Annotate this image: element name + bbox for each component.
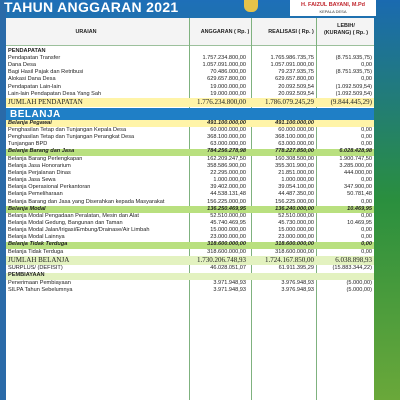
realisasi-value: 1.057.091.000,00: [270, 62, 314, 69]
anggaran-value: 39.402.000,00: [210, 184, 246, 191]
anggaran-value: 318.600.000,00: [207, 241, 246, 248]
anggaran-value: 44.538.131,48: [210, 191, 246, 198]
col-header-lebih-1: LEBIH/: [337, 23, 355, 29]
col-header-lebih-2: (KURANG) ( Rp. ): [323, 30, 368, 36]
selisih-value: 10.469,95: [347, 219, 372, 226]
realisasi-value: 160.308.500,00: [275, 155, 314, 162]
anggaran-value: 19.000.000,00: [210, 83, 246, 90]
row-label: Penghasilan Tetap dan Tunjangan Kepala Desa: [8, 127, 127, 133]
realisasi-value: 318.600.000,00: [275, 248, 314, 255]
selisih-value: (8.751.935,75): [335, 69, 372, 76]
anggaran-value: 63.000.000,00: [210, 141, 246, 148]
total-pendapatan-desc: JUMLAH PENDAPATAN: [8, 98, 83, 107]
row-label: Belanja Pemeliharaan: [8, 191, 63, 198]
row-label: Belanja Jasa Honorarium: [8, 162, 71, 169]
realisasi-value: 20.092.509,54: [278, 83, 314, 90]
selisih-value: 0,00: [361, 62, 372, 69]
row-label: Belanja Modal: [8, 205, 46, 212]
anggaran-value: 1.000.000,00: [213, 177, 246, 184]
selisih-value: (8.751.935,75): [335, 54, 372, 61]
selisih-value: 444.000,00: [344, 169, 372, 176]
col-header-anggaran: ANGGARAN ( Rp. ): [200, 29, 250, 35]
realisasi-value: 45.730.000,00: [278, 219, 314, 226]
row-label: Belanja Tidak Terduga: [8, 241, 68, 248]
realisasi-value: 63.000.000,00: [278, 141, 314, 148]
row-label: Belanja Operasional Perkantoran: [8, 184, 91, 191]
realisasi-value: 136.240.000,00: [275, 205, 314, 212]
selisih-value: 50.781,48: [347, 191, 372, 198]
selisih-value: 0,00: [361, 248, 372, 255]
total-pendapatan-leb: (9.844.445,29): [330, 98, 372, 107]
selisih-value: 0,00: [361, 141, 372, 148]
pembiayaan-band: [6, 273, 374, 280]
realisasi-value: 21.851.000,00: [278, 169, 314, 176]
row-label: Belanja Pegawai: [8, 119, 52, 126]
anggaran-value: 491.100.000,00: [207, 119, 246, 126]
selisih-value: 0,00: [361, 76, 372, 83]
row-label: Belanja Tidak Terduga: [8, 248, 64, 255]
selisih-value: (5.000,00): [346, 286, 372, 293]
section-belanja: BELANJA: [10, 108, 61, 120]
selisih-value: 0,00: [361, 127, 372, 133]
realisasi-value: 60.000.000,00: [278, 127, 314, 133]
realisasi-value: 355.301.900,00: [275, 162, 314, 169]
anggaran-value: 1.757.234.800,00: [202, 54, 246, 61]
selisih-value: 6.028.428,98: [339, 148, 372, 155]
anggaran-value: 19.000.000,00: [210, 90, 246, 97]
total-pendapatan-rea: 1.786.079.245,29: [265, 98, 314, 107]
row-label: Belanja Modal Jalan/Irigasi/Embung/Drainase/Air Limbah: [8, 227, 150, 234]
realisasi-value: 318.600.000,00: [275, 241, 314, 248]
row-label: Lain-lain Pendapatan Desa Yang Sah: [8, 90, 102, 97]
realisasi-value: 15.000.000,00: [278, 227, 314, 234]
selisih-value: (1.092.509,54): [335, 83, 372, 90]
selisih-value: 0,00: [361, 134, 372, 141]
selisih-value: 347.900,00: [344, 184, 372, 191]
selisih-value: (15.883.344,22): [332, 265, 372, 272]
anggaran-value: 162.209.247,50: [207, 155, 246, 162]
row-label: Penerimaan Pembiayaan: [8, 279, 71, 286]
anggaran-value: 52.510.000,00: [210, 212, 246, 219]
realisasi-value: 156.225.000,00: [275, 198, 314, 205]
signature-box: [290, 0, 376, 16]
anggaran-value: 358.586.900,00: [207, 162, 246, 169]
emblem-icon: [244, 0, 258, 12]
row-label: Tunjangan BPD: [8, 141, 48, 148]
section-title: PEMBIAYAAN: [8, 272, 45, 279]
row-label: Belanja Barang dan Jasa: [8, 148, 75, 155]
anggaran-value: 3.971.948,93: [213, 286, 246, 293]
row-label: Belanja Perjalanan Dinas: [8, 169, 71, 176]
section-title: PENDAPATAN: [8, 47, 46, 54]
anggaran-value: 46.028.051,07: [210, 265, 246, 272]
selisih-value: 0,00: [361, 198, 372, 205]
realisasi-value: 79.237.935,75: [278, 69, 314, 76]
realisasi-value: 44.487.350,00: [278, 191, 314, 198]
realisasi-value: 20.092.509,54: [278, 90, 314, 97]
total-belanja-leb: 6.038.898,93: [335, 255, 372, 264]
anggaran-value: 45.740.469,95: [210, 219, 246, 226]
anggaran-value: 60.000.000,00: [210, 127, 246, 133]
row-label: Alokasi Dana Desa: [8, 76, 56, 83]
anggaran-value: 22.295.000,00: [210, 169, 246, 176]
selisih-value: 0,00: [361, 212, 372, 219]
realisasi-value: 1.000.000,00: [281, 177, 314, 184]
selisih-value: (1.092.509,54): [335, 90, 372, 97]
row-label: Dana Desa: [8, 62, 36, 69]
realisasi-value: 39.054.100,00: [278, 184, 314, 191]
total-pendapatan-ang: 1.776.234.800,00: [197, 98, 246, 107]
realisasi-value: 368.100.000,00: [275, 134, 314, 141]
row-label: Belanja Modal Pengadaan Peralatan, Mesin dan Alat: [8, 212, 139, 219]
anggaran-value: 15.000.000,00: [210, 227, 246, 234]
row-label: Belanja Barang Perlengkapan: [8, 155, 83, 162]
row-label: SURPLUS/ (DEFISIT): [8, 265, 63, 272]
realisasi-value: 61.911.395,29: [278, 265, 314, 272]
anggaran-value: 3.971.948,93: [213, 279, 246, 286]
realisasi-value: 491.100.000,00: [275, 119, 314, 126]
selisih-value: 3.285.000,00: [339, 162, 372, 169]
anggaran-value: 368.100.000,00: [207, 134, 246, 141]
row-label: Belanja Modal Lainnya: [8, 234, 65, 241]
realisasi-value: 3.976.948,93: [281, 279, 314, 286]
realisasi-value: 778.227.850,00: [275, 148, 314, 155]
total-belanja-desc: JUMLAH BELANJA: [8, 255, 70, 264]
selisih-value: 0,00: [361, 234, 372, 241]
anggaran-value: 23.000.000,00: [210, 234, 246, 241]
realisasi-value: 1.765.986.735,75: [270, 54, 314, 61]
signer-name: H. FAIZUL BAYANI, M.Pd: [301, 2, 365, 8]
banner-title: TAHUN ANGGARAN 2021: [4, 0, 179, 15]
row-label: Belanja Modal Gedung, Bangunan dan Taman: [8, 219, 123, 226]
selisih-value: 1.900.747,50: [339, 155, 372, 162]
anggaran-value: 318.600.000,00: [207, 248, 246, 255]
selisih-value: 10.469,95: [347, 205, 372, 212]
anggaran-value: 136.250.469,95: [207, 205, 246, 212]
realisasi-value: 3.976.948,93: [281, 286, 314, 293]
total-belanja-rea: 1.724.167.850,00: [265, 255, 314, 264]
selisih-value: 0,00: [361, 177, 372, 184]
row-label: Belanja Barang dan Jasa yang Diserahkan kepada Masyarakat: [8, 198, 165, 205]
anggaran-value: 1.057.091.000,00: [202, 62, 246, 69]
anggaran-value: 156.225.000,00: [207, 198, 246, 205]
right-decoration: [374, 0, 400, 400]
col-header-realisasi: REALISASI ( Rp. ): [268, 29, 314, 35]
anggaran-value: 629.657.800,00: [207, 76, 246, 83]
realisasi-value: 629.657.800,00: [275, 76, 314, 83]
row-label: SILPA Tahun Sebelumnya: [8, 286, 73, 293]
row-label: Pendapatan Transfer: [8, 54, 61, 61]
signer-title: KEPALA DESA: [319, 9, 347, 14]
realisasi-value: 23.000.000,00: [278, 234, 314, 241]
selisih-value: 0,00: [361, 241, 372, 248]
row-label: Pendapatan Lain-lain: [8, 83, 61, 90]
anggaran-value: 70.486.000,00: [210, 69, 246, 76]
belanja-band: [6, 108, 374, 120]
report-table: [6, 18, 374, 400]
row-label: Penghasilan Tetap dan Tunjangan Perangkat Desa: [8, 134, 135, 141]
banner-header: [0, 0, 400, 18]
selisih-value: (5.000,00): [346, 279, 372, 286]
total-belanja-ang: 1.730.206.748,93: [197, 255, 246, 264]
row-label: Bagi Hasil Pajak dan Retribusi: [8, 69, 84, 76]
row-label: Belanja Jasa Sewa: [8, 177, 56, 184]
selisih-value: 0,00: [361, 227, 372, 234]
realisasi-value: 52.510.000,00: [278, 212, 314, 219]
category-band: [6, 206, 374, 213]
col-header-uraian: URAIAN: [75, 29, 97, 35]
anggaran-value: 784.256.278,98: [207, 148, 246, 155]
table-header: [6, 18, 374, 46]
